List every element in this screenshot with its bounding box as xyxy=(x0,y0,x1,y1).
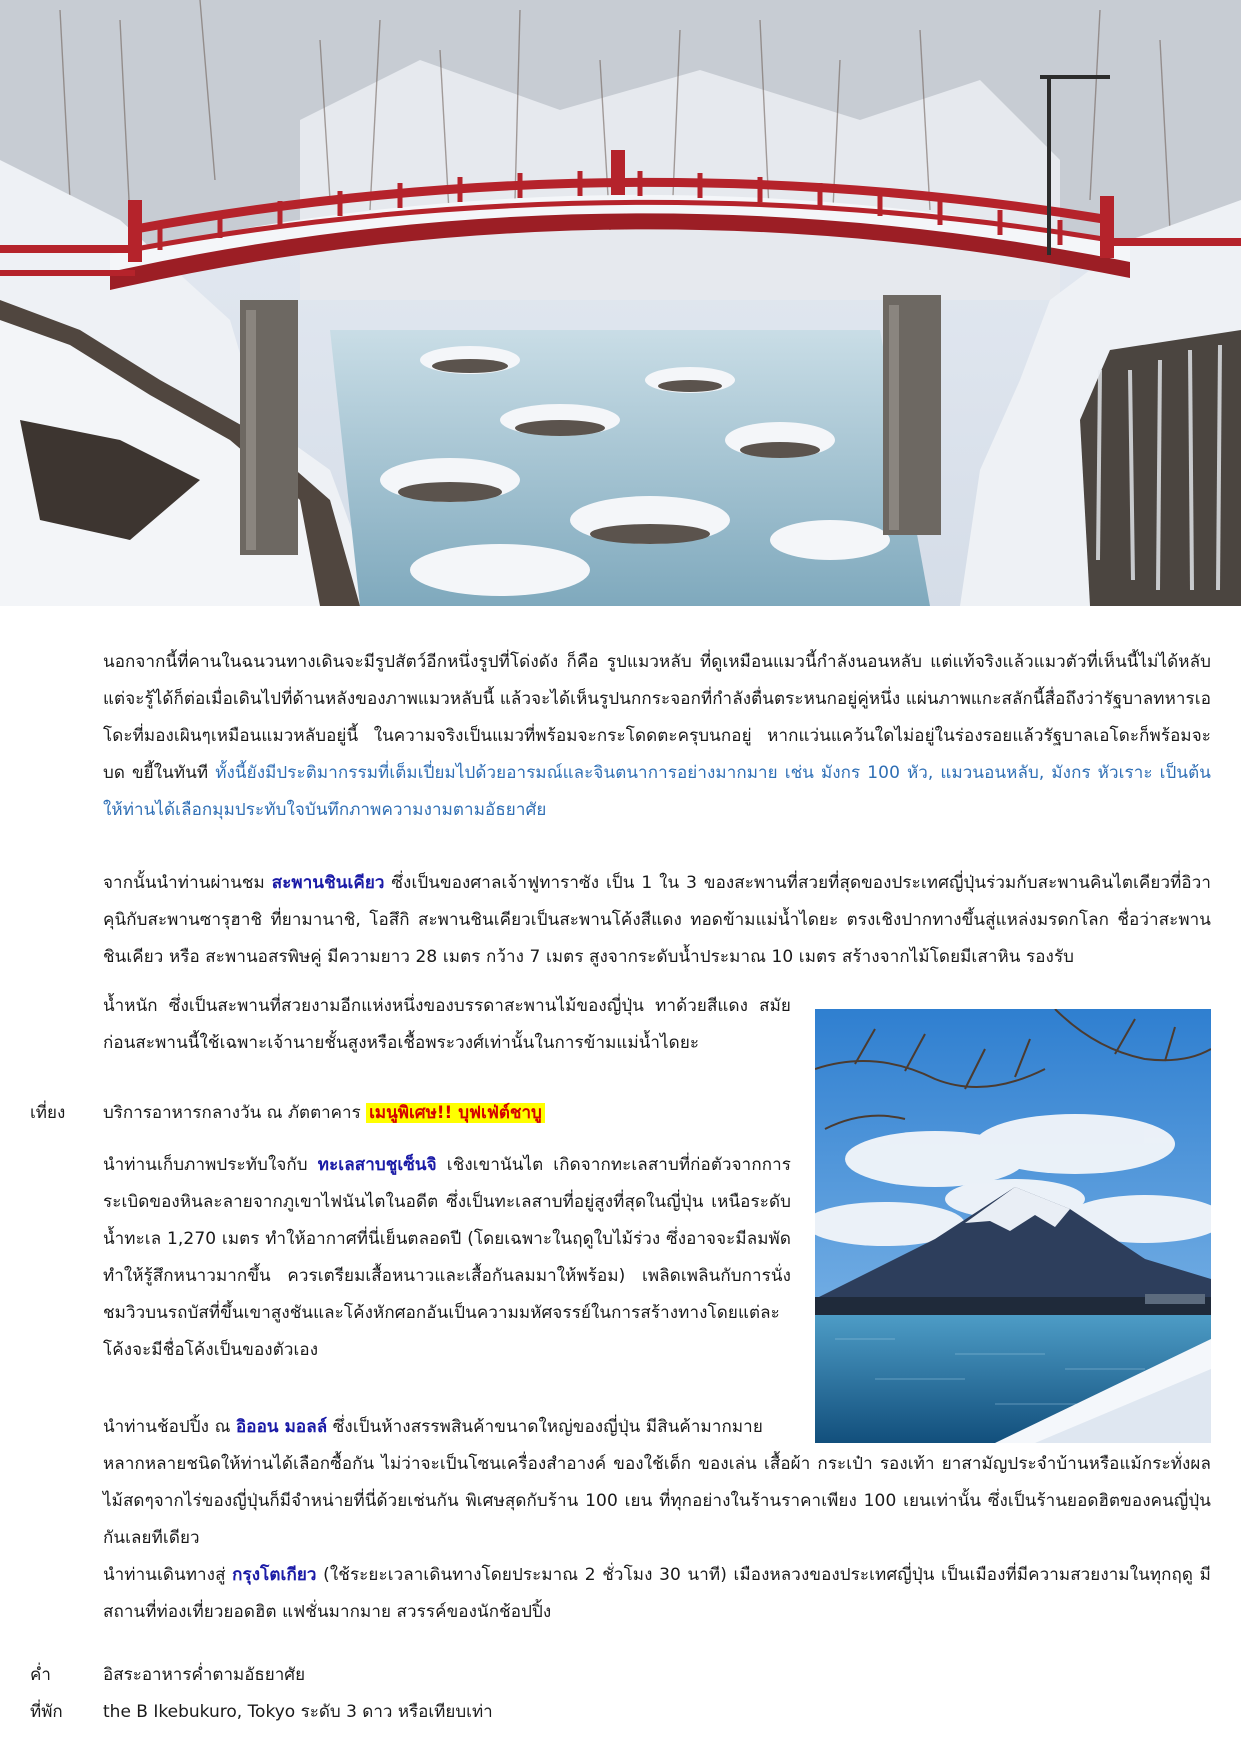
tokyo-intro-text: นำท่านเดินทางสู่ xyxy=(103,1565,233,1585)
shinkyo-bridge-paragraph-tail xyxy=(103,988,791,1062)
hotel-value: the B Ikebukuro, Tokyo ระดับ 3 ดาว หรือเทียบเท่า xyxy=(103,1702,493,1722)
aeon-mall-paragraph xyxy=(103,1409,791,1446)
place-name-chuzenji: ทะเลสาบชูเซ็นจิ xyxy=(317,1155,437,1175)
tokyo-description-text: (ใช้ระยะเวลาเดินทางโดยประมาณ 2 ชั่วโมง 30 นาที) เมืองหลวงของประเทศญี่ปุ่น เป็นเมืองที่มีความสวยงามในทุกฤดู มีสถานที่ท่องเที่ยวยอดฮิต แฟชั่นมากมาย สวรรค์ของนักช้อปปิ้ง xyxy=(103,1565,1211,1622)
lake-intro-text: นำท่านเก็บภาพประทับใจกับ xyxy=(103,1155,318,1175)
dinner-label: ค่ำ xyxy=(30,1665,51,1685)
shinkyo-bridge-paragraph xyxy=(103,865,1211,976)
mall-intro-text: นำท่านช้อปปิ้ง ณ xyxy=(103,1417,236,1437)
lunch-label: เที่ยง xyxy=(30,1103,66,1123)
intro-text: นอกจากนี้ที่คานในฉนวนทางเดินจะมีรูปสัตว์อีกหนึ่งรูปที่โด่งดัง ก็คือ รูปแมวหลับ ที่ดูเหมือนแมวนี้กำลังนอนหลับ แต่แท้จริงแล้วแมวตัวที่เห็นนี้ไม่ได้หลับ แต่จะรู้ได้ก็ต่อเมื่อเดินไปที่ด้านหลังของภาพแมวหลับนี้ แล้วจะได้เห็นรูปนกกระจอกที่กำลังตื่นตระหนกอยู่คู่หนึ่ง แผ่นภาพแกะสลักนี้สื่อถึงว่ารัฐบาลทหารเอโดะที่มองเผินๆเหมือนแมวหลับอยู่นี้ ในความจริงเป็นแมวที่พร้อมจะกระโดดตะครุบนกอยู่ หากแว่นแคว้นใดไม่อยู่ในร่องรอยแล้วรัฐบาลเอโดะก็พร้อมจะบด ขยี้ในทันที xyxy=(103,652,1212,783)
lunch-highlight-badge: เมนูพิเศษ!! บุฟเฟ่ต์ชาบู xyxy=(366,1103,545,1123)
lake-photo-chuzenji xyxy=(815,1009,1211,1443)
mall-description-text: หลากหลายชนิดให้ท่านได้เลือกซื้อกัน ไม่ว่าจะเป็นโซนเครื่องสำอางค์ ของใช้เด็ก ของเล่น เสื้อผ้า กระเป๋า รองเท้า ยาสามัญประจำบ้านหรือแม้กระทั่งผลไม้สดๆจากไร่ของญี่ปุ่นก็มีจำหน่ายที่นี่ด้วยเช่นกัน พิเศษสุดกับร้าน 100 เยน ที่ทุกอย่างในร้านราคาเพียง 100 เยนเท่านั้น ซึ่งเป็นร้านยอดฮิตของคนญี่ปุ่นกันเลยทีเดียว xyxy=(103,1454,1211,1548)
hotel-label: ที่พัก xyxy=(30,1702,63,1722)
hero-photo-shinkyo-bridge xyxy=(0,0,1241,606)
mall-intro-tail: ซึ่งเป็นห้างสรรพสินค้าขนาดใหญ่ของญี่ปุ่น มีสินค้ามากมาย xyxy=(327,1417,763,1437)
place-name-shinkyo: สะพานชินเคียว xyxy=(271,873,385,893)
bridge-description-text: ซึ่งเป็นของศาลเจ้าฟูทาราซัง เป็น 1 ใน 3 ของสะพานที่สวยที่สุดของประเทศญี่ปุ่นร่วมกับสะพานคินไตเคียวที่อิวาคุนิกับสะพานซารุฮาชิ ที่ยามานาชิ, โอสึกิ สะพานชินเคียวเป็นสะพานโค้งสีแดง ทอดข้ามแม่น้ำไดยะ ตรงเชิงปากทางขึ้นสู่แหล่งมรดกโลก ชื่อว่าสะพานชินเคียว หรือ สะพานอสรพิษคู่ มีความยาว 28 เมตร กว้าง 7 เมตร สูงจากระดับน้ำประมาณ 10 เมตร สร้างจากไม้โดยมีเสาหิน รองรับ xyxy=(103,873,1211,967)
lake-description-text: เชิงเขานันไต เกิดจากทะเลสาบที่ก่อตัวจากการระเบิดของหินละลายจากภูเขาไฟนันไตในอดีต ซึ่งเป็นทะเลสาบที่อยู่สูงที่สุดในญี่ปุ่น เหนือระดับน้ำทะเล 1,270 เมตร ทำให้อากาศที่นี่เย็นตลอดปี (โดยเฉพาะในฤดูใบไม้ร่วง ซึ่งอาจจะมีลมพัด ทำให้รู้สึกหนาวมากขึ้น ควรเตรียมเสื้อหนาวและเสื้อกันลมมาให้พร้อม) เพลิดเพลินกับการนั่งชมวิวบนรถบัสที่ขึ้นเขาสูงชันและโค้งหักศอกอันเป็นความมหัศจรรย์ในการสร้างทางโดยแต่ละโค้งจะมีชื่อโค้งเป็นของตัวเอง xyxy=(103,1155,791,1360)
intro-paragraph xyxy=(103,644,1211,829)
tokyo-paragraph xyxy=(103,1557,1211,1631)
aeon-mall-paragraph-tail xyxy=(103,1446,1211,1557)
place-name-aeon-mall: อิออน มอลล์ xyxy=(235,1417,328,1437)
bridge-intro-text: จากนั้นนำท่านผ่านชม xyxy=(103,873,272,893)
lunch-text: บริการอาหารกลางวัน ณ ภัตตาคาร xyxy=(103,1103,367,1123)
sculpture-highlight-text: ทั้งนี้ยังมีประติมากรรมที่เต็มเปี่ยมไปด้วยอารมณ์และจินตนาการอย่างมากมาย เช่น มังกร 100 หัว, แมวนอนหลับ, มังกร หัวเราะ เป็นต้น ให้ท่านได้เลือกมุมประทับใจบันทึกภาพความงามตามอัธยาศัย xyxy=(103,763,1211,820)
dinner-value: อิสระอาหารค่ำตามอัธยาศัย xyxy=(103,1665,306,1685)
chuzenji-lake-paragraph xyxy=(103,1147,791,1369)
lunch-value xyxy=(103,1098,545,1128)
bridge-description-tail: น้ำหนัก ซึ่งเป็นสะพานที่สวยงามอีกแห่งหนึ่งของบรรดาสะพานไม้ของญี่ปุ่น ทาด้วยสีแดง สมัยก่อนสะพานนี้ใช้เฉพาะเจ้านายชั้นสูงหรือเชื้อพระวงศ์เท่านั้นในการข้ามแม่น้ำไดยะ xyxy=(103,996,791,1053)
place-name-tokyo: กรุงโตเกียว xyxy=(232,1565,317,1585)
